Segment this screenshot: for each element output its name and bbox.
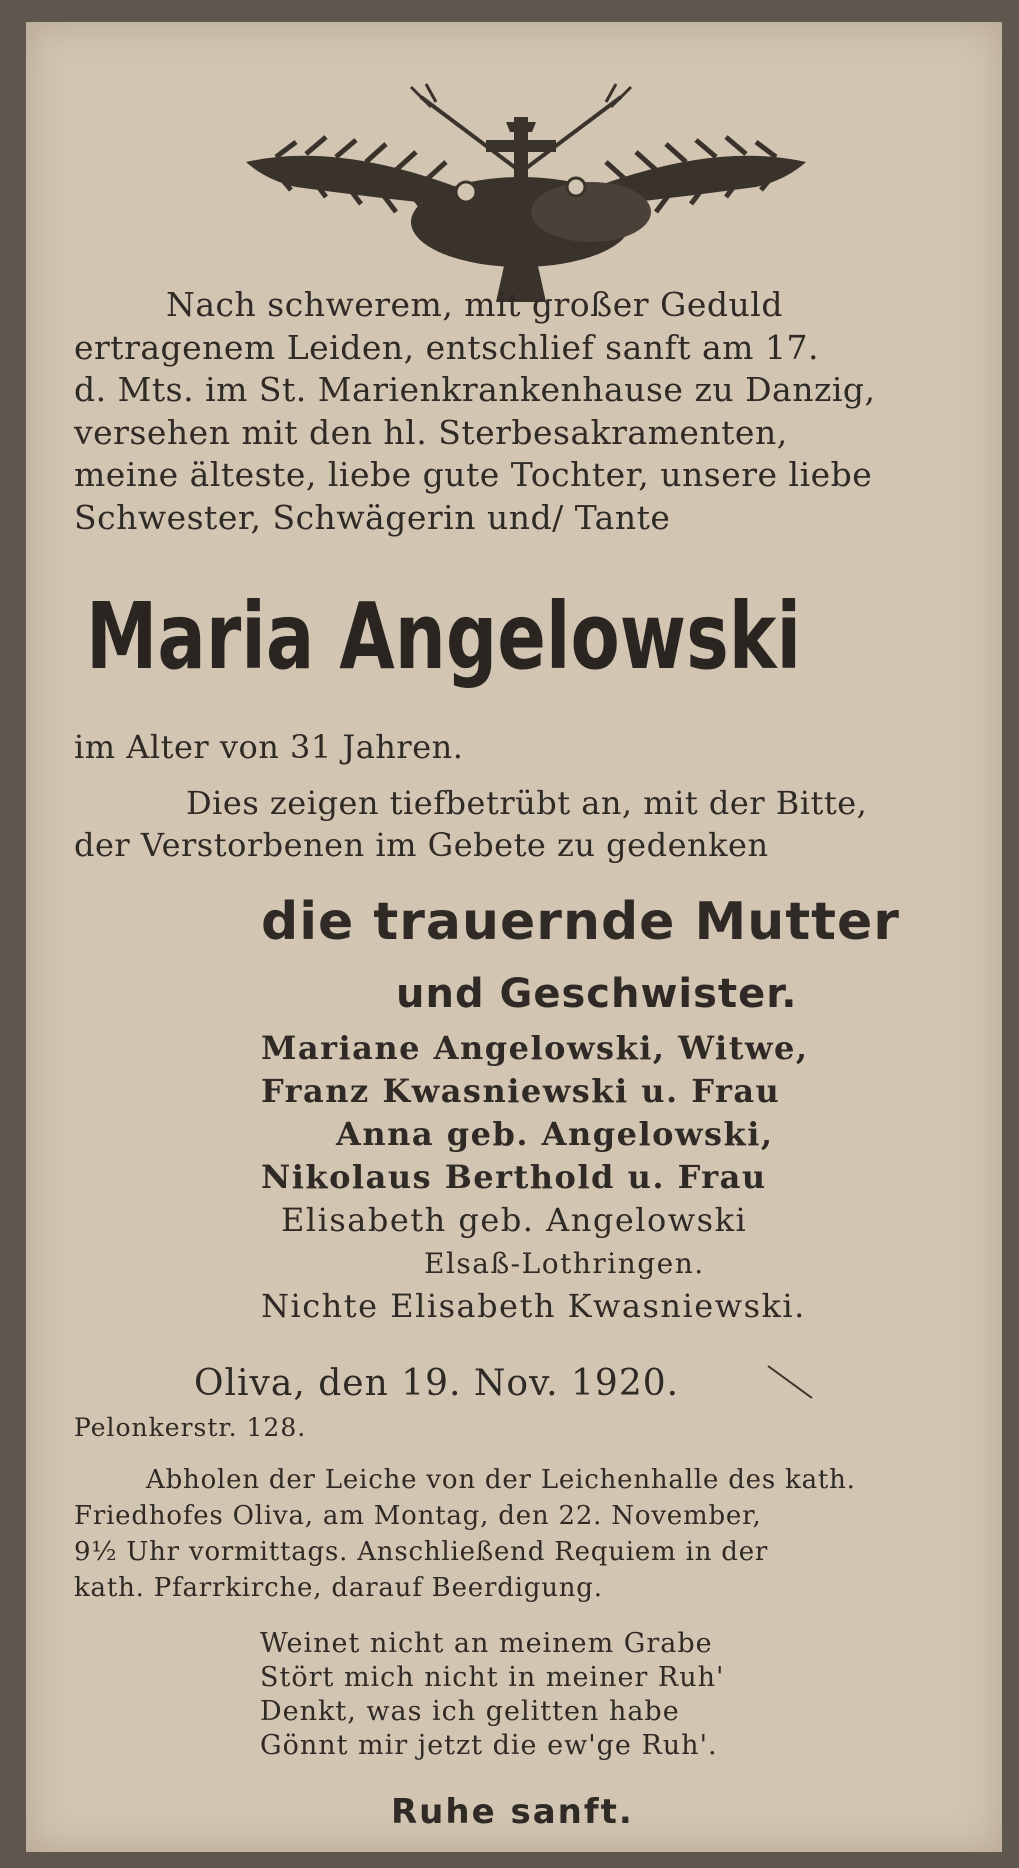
mourner-name: Nikolaus Berthold u. Frau	[261, 1158, 767, 1196]
mourners-list	[186, 1027, 986, 1328]
cross-with-palm-branches-icon	[236, 62, 816, 312]
mourner-name: Anna geb. Angelowski,	[336, 1115, 774, 1153]
funeral-line: kath. Pfarrkirche, darauf Beerdigung.	[74, 1573, 603, 1603]
deceased-name: Maria Angelowski	[86, 583, 802, 690]
closing-phrase: Ruhe sanft.	[391, 1792, 634, 1832]
intro-line: Nach schwerem, mit großer Geduld	[166, 285, 783, 324]
age-line: im Alter von 31 Jahren.	[74, 728, 464, 766]
poem-line: Weinet nicht an meinem Grabe	[260, 1628, 713, 1659]
poem-line: Stört mich nicht in meiner Ruh'	[260, 1662, 725, 1693]
notice-line: der Verstorbenen im Gebete zu gedenken	[74, 826, 769, 864]
funeral-line: Abholen der Leiche von der Leichenhalle des kath.	[146, 1465, 856, 1495]
mourner-name: Mariane Angelowski, Witwe,	[261, 1029, 809, 1067]
mourners-subtitle: und Geschwister.	[396, 971, 798, 1017]
place-date: Oliva, den 19. Nov. 1920.	[194, 1363, 680, 1404]
intro-line: Schwester, Schwägerin und/ Tante	[74, 497, 671, 537]
funeral-line: Friedhofes Oliva, am Montag, den 22. November,	[74, 1501, 762, 1531]
obituary-notice	[26, 22, 1002, 1852]
intro-line: ertragenem Leiden, entschlief sanft am 17.	[74, 327, 819, 367]
intro-line: meine älteste, liebe gute Tochter, unsere liebe	[74, 455, 873, 494]
funeral-details	[74, 1462, 954, 1606]
ink-stroke-mark	[766, 1362, 816, 1402]
intro-paragraph	[74, 284, 964, 539]
mourner-name: Nichte Elisabeth Kwasniewski.	[261, 1287, 806, 1325]
poem	[260, 1627, 724, 1763]
intro-line: d. Mts. im St. Marienkrankenhause zu Danzig,	[74, 370, 876, 409]
mourner-name: Franz Kwasniewski u. Frau	[261, 1072, 781, 1110]
intro-line: versehen mit den hl. Sterbesakramenten,	[74, 412, 788, 452]
poem-line: Gönnt mir jetzt die ew'ge Ruh'.	[260, 1730, 718, 1761]
funeral-line: 9½ Uhr vormittags. Anschließend Requiem in der	[74, 1537, 769, 1567]
notice-line: Dies zeigen tiefbetrübt an, mit der Bitte,	[186, 784, 868, 822]
address: Pelonkerstr. 128.	[74, 1413, 307, 1442]
mourner-location: Elsaß-Lothringen.	[424, 1247, 705, 1280]
notice-paragraph	[74, 782, 954, 866]
mourners-title: die trauernde Mutter	[261, 892, 900, 952]
poem-line: Denkt, was ich gelitten habe	[260, 1696, 680, 1727]
mourner-name: Elisabeth geb. Angelowski	[281, 1201, 748, 1239]
